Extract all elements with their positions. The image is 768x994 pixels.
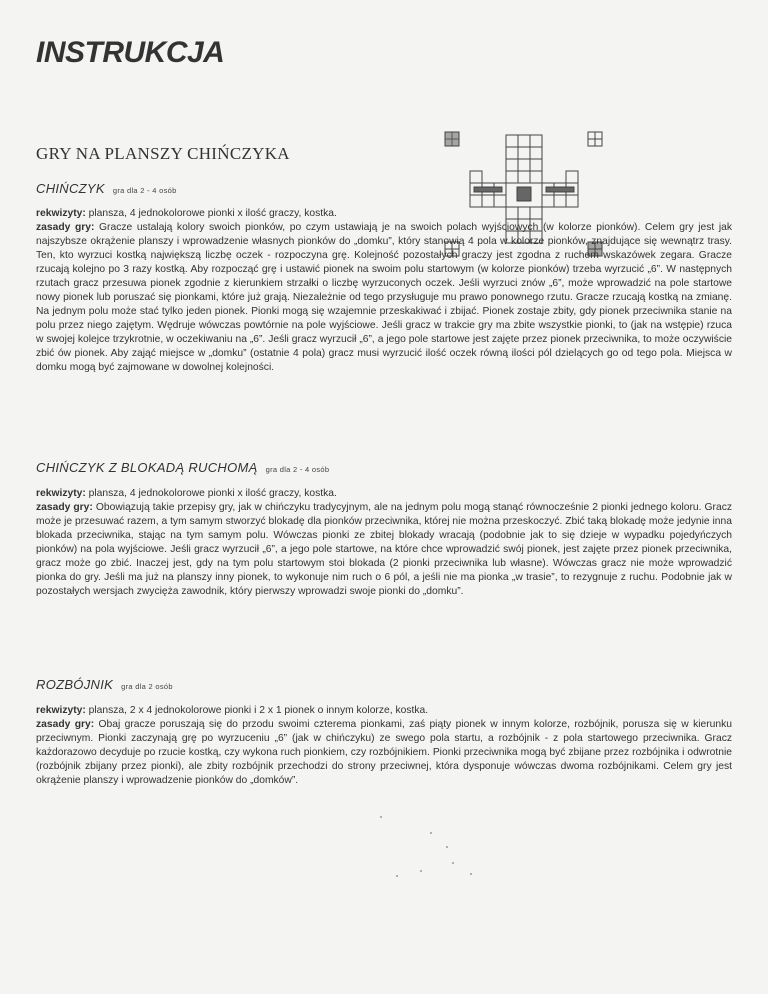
- game-players: gra dla 2 - 4 osób: [112, 186, 177, 195]
- section-heading: GRY NA PLANSZY CHIŃCZYKA: [36, 144, 290, 163]
- game-description-chinczyk: [36, 207, 732, 375]
- rules-label: zasady gry:: [36, 502, 93, 513]
- requirements-label: rekwizyty:: [36, 488, 86, 499]
- rules-text: Obaj gracze poruszają się do przodu swoimi czterema pionkami, zaś piąty pionek w innym kolorze, rozbójnik, porusza się w kierunku przeciwnym. Pionki zaczynają grę po wyrzuceniu „6” (jak w chińczyku) ze swego pola startu, a rozbójnik - z pola startowego przeciwnika. Gracz każdorazowo decyduje po rzucie kostką, czy wykona ruch pionkiem, czy rozbójnikiem. Pionki przeciwnika mogą być zbijane przez rozbójnika i odwrotnie (rozbójnik zbijany przez pionki), ale zbity rozbójnik przechodzi do strony przeciwnej, która dysponuje wówczas dwoma rozbójnikami. Celem gry jest okrążenie planszy i wprowadzenie pionków do „domków”.: [36, 719, 732, 786]
- game-players: gra dla 2 osób: [121, 682, 173, 691]
- rules-text: Gracze ustalają kolory swoich pionków, po czym ustawiają je na swoich polach wyjściowych (w kolorze pionków). Celem gry jest jak najszybsze okrążenie planszy i wprowadzenie własnych pionków do „domku”, który stanowią 4 pola w kolorze pionków, znajdujące się wewnątrz trasy. Ten, kto wyrzuci kostką największą liczbę oczek - rozpoczyna grę. Kolejność pozostałych graczy jest zgodna z ruchem wskazówek zegara. Gracze rzucają kolejno po 3 razy kostką. Aby rozpocząć grę i ustawić pionek na swoim polu startowym (w kolorze pionków) trzeba wyrzucić „6”. W następnych rzutach gracz przesuwa pionek zgodnie z kierunkiem strzałki o liczbę wyrzuconych oczek. Jeśli wyrzuci znów „6”, może wprowadzić na pole startowe nowy pionek lub poruszać się pionkami, które już grają. Niezależnie od tego przysługuje mu prawo ponownego rzutu. Gracze rzucają kostką na zmianę. Na jednym polu może stać tylko jeden pionek. Pionki mogą się wzajemnie przeskakiwać i zbijać. Pionek zostaje zbity, gdy pionek przeciwnika stanie na polu przez niego zajętym. Wędruje wówczas powtórnie na pole wyjściowe. Jeśli gracz w trakcie gry ma zbite wszystkie pionki, to (jak na wstępie) rzuca w swojej kolejce trzykrotnie, w oczekiwaniu na „6”. Jeśli gracz wyrzucił „6”, a jego pole startowe jest zajęte przez pionek przeciwnika, to może oczywiście zbić ów pionek. Aby zająć miejsce w „domku” (ostatnie 4 pola) gracz musi wyrzucić ilość oczek równą ilości pól dzielących go od tego pola. Miejsca w domku mogą być zajmowane w dowolnej kolejności.: [36, 222, 733, 373]
- game-name: CHIŃCZYK Z BLOKADĄ RUCHOMĄ: [36, 460, 258, 475]
- track-middle: [470, 171, 578, 207]
- game-heading-blokada: [36, 460, 329, 475]
- rules-text: Obowiązują takie przepisy gry, jak w chińczyku tradycyjnym, ale na jednym polu mogą stanąć równocześnie 2 pionki jednego koloru. Gracz może je przesuwać razem, a tym samym stworzyć blokadę dla pionków przeciwnika, której nie można przeskoczyć. Zbić taką blokadę może jedynie inna blokada przeciwnika, stając na tym samym polu. Wówczas pionki ze zbitej blokady wracają (podobnie jak to się dzieje w wypadku pojedyńczych pionków) na pola wyjściowe. Jeśli gracz wyrzucił „6”, a jego pole startowe, na które chce wprowadzić swój pionek, jest zajęte przez pionek przeciwnika, gracz może go zbić. Inaczej jest, gdy na tym polu startowym stoi blokada (2 pionki przeciwnika lub własne). Wówczas gracz nie może wprowadzić pionka do gry. Jeśli ma już na planszy inny pionek, to wykonuje nim ruch o 6 pól, a jeśli nie ma pionka „w trasie”, to rezygnuje z ruchu. Podobnie jak w pozostałych wersjach zwycięża zawodnik, który pierwszy wprowadzi swoje pionki do „domku”.: [36, 502, 732, 597]
- document-title: INSTRUKCJA: [36, 36, 225, 69]
- corner-field-top-left: [445, 132, 459, 146]
- game-description-blokada: [36, 487, 732, 599]
- requirements-text: plansza, 4 jednokolorowe pionki x ilość graczy, kostka.: [85, 208, 337, 219]
- game-heading-rozbojnik: [36, 677, 173, 692]
- rules-label: zasady gry:: [36, 222, 95, 233]
- game-name: ROZBÓJNIK: [36, 677, 114, 692]
- track-top: [506, 135, 542, 183]
- game-description-rozbojnik: [36, 704, 732, 788]
- requirements-label: rekwizyty:: [36, 208, 86, 219]
- game-heading-chinczyk: [36, 181, 177, 196]
- corner-field-top-right: [588, 132, 602, 146]
- requirements-text: plansza, 2 x 4 jednokolorowe pionki i 2 x 1 pionek o innym kolorze, kostka.: [85, 705, 429, 716]
- requirements-label: rekwizyty:: [36, 705, 86, 716]
- requirements-text: plansza, 4 jednokolorowe pionki x ilość graczy, kostka.: [85, 488, 337, 499]
- game-players: gra dla 2 - 4 osób: [265, 465, 330, 474]
- rules-label: zasady gry:: [36, 719, 95, 730]
- game-name: CHIŃCZYK: [36, 181, 105, 196]
